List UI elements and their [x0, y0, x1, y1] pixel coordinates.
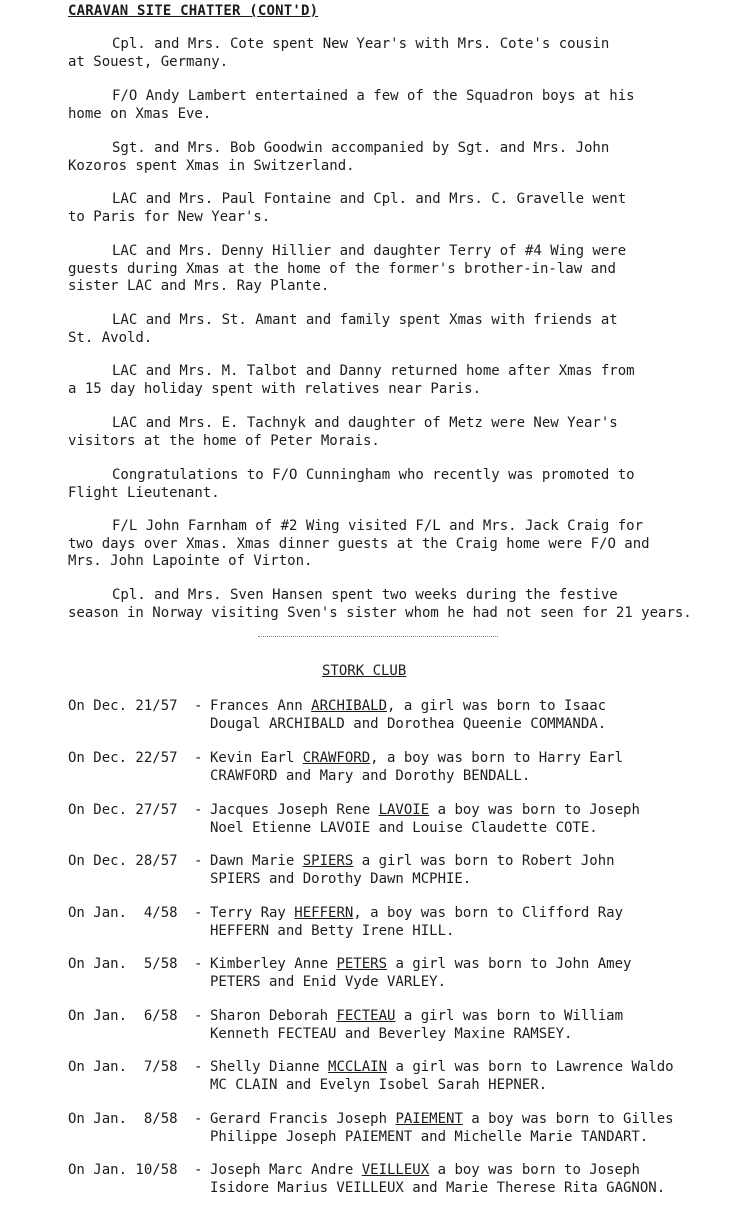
birth-date: On Jan. 8/58 — [68, 1111, 178, 1127]
birth-line-1 — [210, 698, 730, 716]
stork-club-title: STORK CLUB — [322, 663, 407, 679]
paragraph-line: at Souest, Germany. — [68, 53, 229, 70]
birth-line-1 — [210, 956, 730, 974]
birth-line-2: Isidore Marius VEILLEUX and Marie Therese Rita GAGNON. — [210, 1179, 666, 1196]
child-surname: MCCLAIN — [328, 1059, 388, 1075]
birth-date: On Jan. 7/58 — [68, 1059, 178, 1075]
child-given-names: Joseph Marc Andre — [210, 1162, 362, 1178]
paragraph-line: Kozoros spent Xmas in Switzerland. — [68, 157, 355, 174]
birth-date: On Dec. 27/57 — [68, 802, 178, 818]
paragraph-line: LAC and Mrs. Denny Hillier and daughter Terry of #4 Wing were — [112, 243, 627, 259]
child-given-names: Jacques Joseph Rene — [210, 802, 379, 818]
birth-line-1 — [210, 750, 730, 768]
child-surname: PETERS — [336, 956, 388, 972]
dash-separator: - — [194, 802, 203, 818]
birth-line-2: Noel Etienne LAVOIE and Louise Claudette COTE. — [210, 819, 598, 836]
birth-line-1 — [210, 853, 730, 871]
birth-line-1 — [210, 1162, 730, 1180]
birth-details: , a girl was born to Isaac — [387, 698, 607, 714]
child-given-names: Terry Ray — [210, 905, 295, 921]
separator-line — [258, 636, 498, 637]
birth-details: a boy was born to Joseph — [429, 1162, 640, 1178]
child-surname: LAVOIE — [378, 802, 430, 818]
birth-line-2: Dougal ARCHIBALD and Dorothea Queenie COMMANDA. — [210, 715, 607, 732]
child-given-names: Gerard Francis Joseph — [210, 1111, 396, 1127]
birth-line-1 — [210, 1008, 730, 1026]
dash-separator: - — [194, 956, 203, 972]
child-surname: ARCHIBALD — [311, 698, 388, 714]
birth-details: a girl was born to Robert John — [353, 853, 615, 869]
chatter-paragraph — [68, 140, 728, 175]
child-surname: FECTEAU — [336, 1008, 396, 1024]
dash-separator: - — [194, 1111, 203, 1127]
birth-text — [210, 750, 730, 785]
dash-separator: - — [194, 1059, 203, 1075]
chatter-paragraph — [68, 415, 728, 450]
birth-date: On Dec. 21/57 — [68, 698, 178, 714]
birth-date: On Jan. 5/58 — [68, 956, 178, 972]
birth-line-2: HEFFERN and Betty Irene HILL. — [210, 922, 455, 939]
birth-text — [210, 1008, 730, 1043]
paragraph-line: Flight Lieutenant. — [68, 484, 220, 501]
birth-date: On Jan. 4/58 — [68, 905, 178, 921]
birth-date: On Dec. 28/57 — [68, 853, 178, 869]
dash-separator: - — [194, 853, 203, 869]
chatter-paragraph — [68, 191, 728, 226]
dash-separator: - — [194, 1162, 203, 1178]
birth-date: On Dec. 22/57 — [68, 750, 178, 766]
paragraph-line: F/O Andy Lambert entertained a few of the Squadron boys at his — [112, 88, 635, 104]
chatter-paragraph — [68, 312, 728, 347]
paragraph-line: LAC and Mrs. E. Tachnyk and daughter of Metz were New Year's — [112, 415, 618, 431]
child-given-names: Kimberley Anne — [210, 956, 337, 972]
paragraph-line: Cpl. and Mrs. Cote spent New Year's with Mrs. Cote's cousin — [112, 36, 610, 52]
birth-details: , a boy was born to Harry Earl — [370, 750, 624, 766]
paragraph-line: LAC and Mrs. M. Talbot and Danny returned home after Xmas from — [112, 363, 635, 379]
birth-line-2: PETERS and Enid Vyde VARLEY. — [210, 973, 447, 990]
child-given-names: Shelly Dianne — [210, 1059, 329, 1075]
birth-details: a girl was born to John Amey — [387, 956, 632, 972]
dash-separator: - — [194, 905, 203, 921]
birth-text — [210, 1111, 730, 1146]
birth-date: On Jan. 6/58 — [68, 1008, 178, 1024]
chatter-paragraph — [68, 36, 728, 71]
paragraph-line: guests during Xmas at the home of the former's brother-in-law and — [68, 260, 616, 277]
child-given-names: Sharon Deborah — [210, 1008, 337, 1024]
paragraph-line: home on Xmas Eve. — [68, 105, 212, 122]
child-surname: CRAWFORD — [302, 750, 371, 766]
birth-line-2: SPIERS and Dorothy Dawn MCPHIE. — [210, 870, 472, 887]
paragraph-line: two days over Xmas. Xmas dinner guests at the Craig home were F/O and — [68, 535, 650, 552]
birth-text — [210, 905, 730, 940]
chatter-paragraph — [68, 88, 728, 123]
birth-line-1 — [210, 1059, 730, 1077]
paragraph-line: LAC and Mrs. Paul Fontaine and Cpl. and Mrs. C. Gravelle went — [112, 191, 627, 207]
birth-date: On Jan. 10/58 — [68, 1162, 178, 1178]
chatter-paragraph — [68, 518, 728, 571]
paragraph-line: F/L John Farnham of #2 Wing visited F/L and Mrs. Jack Craig for — [112, 518, 644, 534]
child-surname: SPIERS — [302, 853, 354, 869]
birth-line-2: Kenneth FECTEAU and Beverley Maxine RAMSEY. — [210, 1025, 573, 1042]
birth-details: , a boy was born to Clifford Ray — [353, 905, 624, 921]
paragraph-line: a 15 day holiday spent with relatives near Paris. — [68, 380, 482, 397]
dash-separator: - — [194, 698, 203, 714]
birth-text — [210, 698, 730, 733]
chatter-paragraph — [68, 587, 728, 622]
birth-text — [210, 802, 730, 837]
paragraph-line: sister LAC and Mrs. Ray Plante. — [68, 278, 330, 294]
birth-details: a boy was born to Joseph — [429, 802, 640, 818]
paragraph-line: Cpl. and Mrs. Sven Hansen spent two weeks during the festive — [112, 587, 618, 603]
birth-text — [210, 956, 730, 991]
chatter-paragraph — [68, 243, 728, 296]
birth-line-2: Philippe Joseph PAIEMENT and Michelle Marie TANDART. — [210, 1128, 649, 1145]
birth-text — [210, 1162, 730, 1197]
paragraph-line: to Paris for New Year's. — [68, 208, 271, 225]
paragraph-line: St. Avold. — [68, 329, 153, 346]
child-given-names: Frances Ann — [210, 698, 312, 714]
section-header: CARAVAN SITE CHATTER (CONT'D) — [68, 3, 319, 19]
child-surname: HEFFERN — [294, 905, 354, 921]
paragraph-line: Sgt. and Mrs. Bob Goodwin accompanied by Sgt. and Mrs. John — [112, 140, 610, 156]
chatter-paragraph — [68, 467, 728, 502]
birth-line-2: MC CLAIN and Evelyn Isobel Sarah HEPNER. — [210, 1076, 548, 1093]
dash-separator: - — [194, 1008, 203, 1024]
birth-line-1 — [210, 802, 730, 820]
birth-details: a girl was born to Lawrence Waldo — [387, 1059, 674, 1075]
dash-separator: - — [194, 750, 203, 766]
birth-details: a girl was born to William — [395, 1008, 624, 1024]
birth-text — [210, 1059, 730, 1094]
birth-details: a boy was born to Gilles — [462, 1111, 674, 1127]
child-surname: VEILLEUX — [361, 1162, 430, 1178]
birth-text — [210, 853, 730, 888]
paragraph-line: Congratulations to F/O Cunningham who recently was promoted to — [112, 467, 635, 483]
chatter-paragraph — [68, 363, 728, 398]
child-surname: PAIEMENT — [395, 1111, 463, 1127]
birth-line-2: CRAWFORD and Mary and Dorothy BENDALL. — [210, 767, 531, 784]
paragraph-line: visitors at the home of Peter Morais. — [68, 432, 380, 449]
birth-line-1 — [210, 905, 730, 923]
paragraph-line: season in Norway visiting Sven's sister whom he had not seen for 21 years. — [68, 604, 692, 621]
child-given-names: Dawn Marie — [210, 853, 303, 869]
paragraph-line: Mrs. John Lapointe of Virton. — [68, 553, 313, 569]
paragraph-line: LAC and Mrs. St. Amant and family spent Xmas with friends at — [112, 312, 618, 328]
birth-line-1 — [210, 1111, 730, 1129]
child-given-names: Kevin Earl — [210, 750, 303, 766]
